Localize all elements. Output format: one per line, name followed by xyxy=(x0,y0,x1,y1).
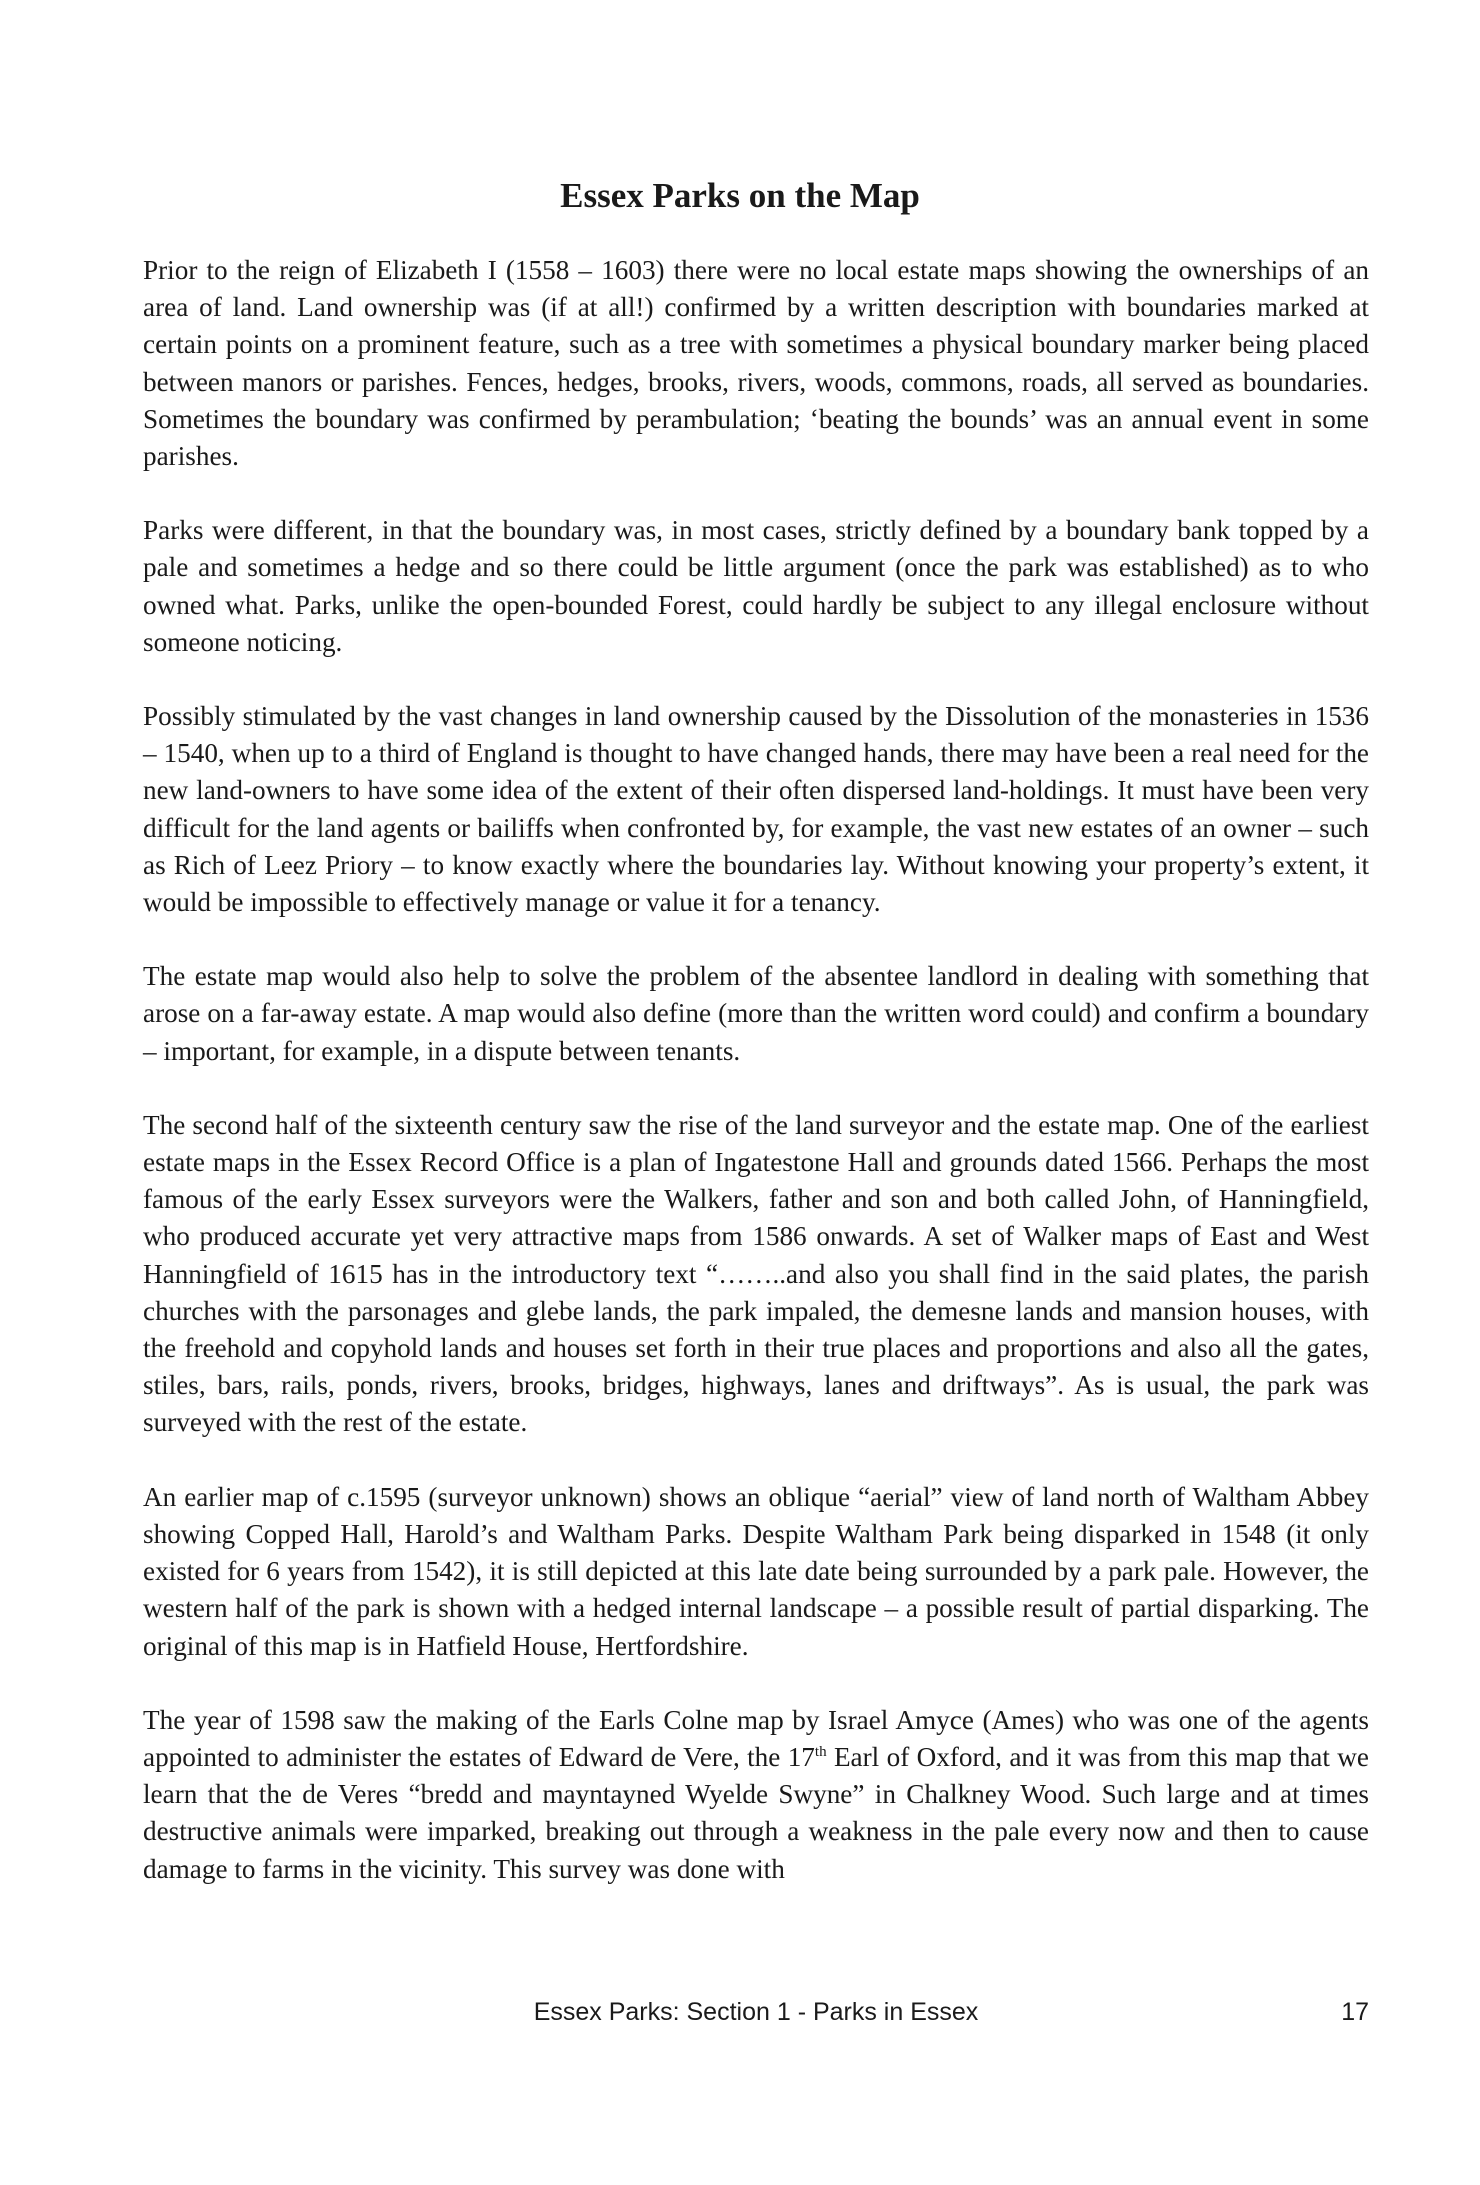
paragraph-1: Prior to the reign of Elizabeth I (1558 – 1603) there were no local estate maps showing the ownerships of an area of land. Land ownership was (if at all!) confirmed by a written description with boundaries marked at certain points on a prominent feature, such as a tree with sometimes a physical boundary marker being placed between manors or parishes. Fences, hedges, brooks, rivers, woods, commons, roads, all served as boundaries. Sometimes the boundary was confirmed by perambulation; ‘beating the bounds’ was an annual event in some parishes. xyxy=(143,255,1369,472)
paragraph-7-part-1: The year of 1598 saw the making of the Earls Colne map by Israel Amyce (Ames) who was one of the agents appointed to administer the estates of Edward de Vere, the 17 xyxy=(143,1704,1369,1772)
page-footer xyxy=(143,1994,1369,2030)
paragraph-3: Possibly stimulated by the vast changes in land ownership caused by the Dissolution of the monasteries in 1536 – 1540, when up to a third of England is thought to have changed hands, there may have been a real need for the new land-owners to have some idea of the extent of their often dispersed land-holdings. It must have been very difficult for the land agents or bailiffs when confronted by, for example, the vast new estates of an owner – such as Rich of Leez Priory – to know exactly where the boundaries lay. Without knowing your property’s extent, it would be impossible to effectively manage or value it for a tenancy. xyxy=(143,701,1369,918)
ordinal-superscript: th xyxy=(814,1743,827,1760)
body-text xyxy=(143,252,1369,1888)
paragraph-7-part-2: Earl of Oxford, and it was from this map that we learn that the de Veres “bredd and mayntayned Wyelde Swyne” in Chalkney Wood. Such large and at times destructive animals were imparked, breaking out through a weakness in the pale every now and then to cause damage to farms in the vicinity. This survey was done with xyxy=(143,1741,1369,1884)
page-title: Essex Parks on the Map xyxy=(560,176,920,215)
footer-running-title: Essex Parks: Section 1 - Parks in Essex xyxy=(533,1998,979,2026)
page-number: 17 xyxy=(1341,1998,1369,2026)
paragraph-2: Parks were different, in that the boundary was, in most cases, strictly defined by a boundary bank topped by a pale and sometimes a hedge and so there could be little argument (once the park was established) as to who owned what. Parks, unlike the open-bounded Forest, could hardly be subject to any illegal enclosure without someone noticing. xyxy=(143,515,1369,657)
paragraph-4: The estate map would also help to solve the problem of the absentee landlord in dealing with something that arose on a far-away estate. A map would also define (more than the written word could) and confirm a boundary – important, for example, in a dispute between tenants. xyxy=(143,961,1369,1066)
paragraph-5: The second half of the sixteenth century saw the rise of the land surveyor and the estate map. One of the earliest estate maps in the Essex Record Office is a plan of Ingatestone Hall and grounds dated 1566. Perhaps the most famous of the early Essex surveyors were the Walkers, father and son and both called John, of Hanningfield, who produced accurate yet very attractive maps from 1586 onwards. A set of Walker maps of East and West Hanningfield of 1615 has in the introductory text “……..and also you shall find in the said plates, the parish churches with the parsonages and glebe lands, the park impaled, the demesne lands and mansion houses, with the freehold and copyhold lands and houses set forth in their true places and proportions and also all the gates, stiles, bars, rails, ponds, rivers, brooks, bridges, highways, lanes and driftways”. As is usual, the park was surveyed with the rest of the estate. xyxy=(143,1109,1369,1438)
paragraph-6: An earlier map of c.1595 (surveyor unknown) shows an oblique “aerial” view of land north of Waltham Abbey showing Copped Hall, Harold’s and Waltham Parks. Despite Waltham Park being disparked in 1548 (it only existed for 6 years from 1542), it is still depicted at this late date being surrounded by a park pale. However, the western half of the park is shown with a hedged internal landscape – a possible result of partial disparking. The original of this map is in Hatfield House, Hertfordshire. xyxy=(143,1481,1369,1661)
paragraph-7 xyxy=(143,1702,1369,1888)
